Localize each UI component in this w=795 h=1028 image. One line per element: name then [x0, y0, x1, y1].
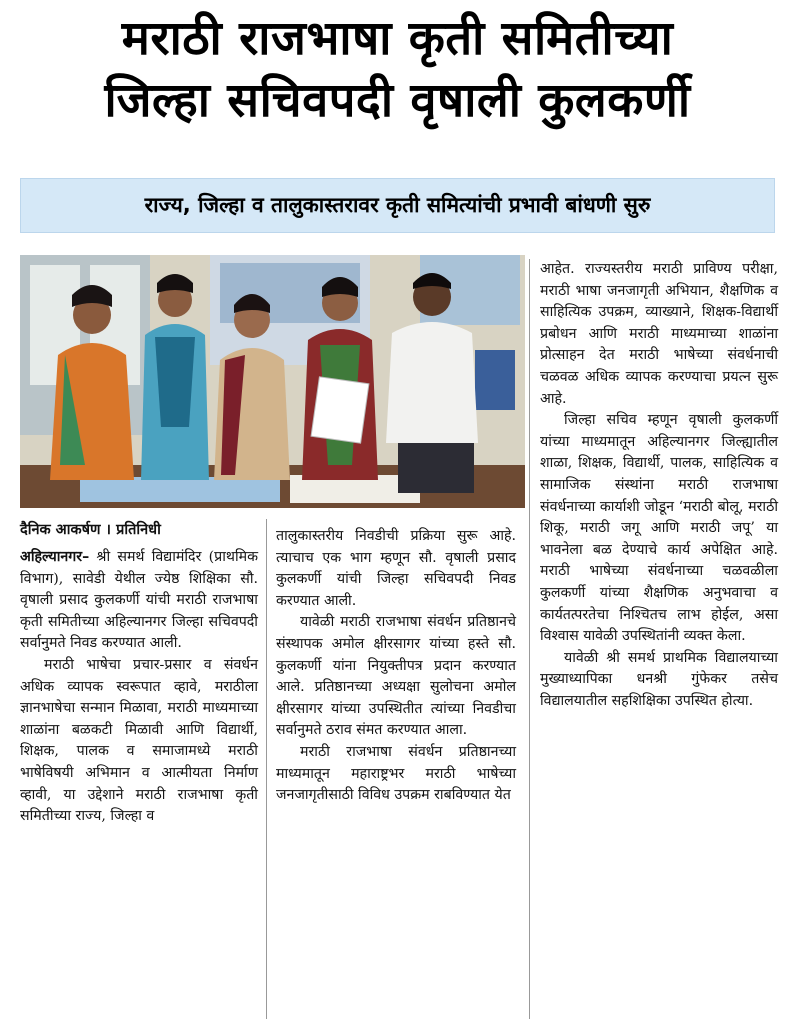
article-paragraph: तालुकास्तरीय निवडीची प्रक्रिया सुरू आहे. त्याचाच एक भाग म्हणून सौ. वृषाली प्रसाद कुलकर्णी यांची जिल्हा सचिवपदी निवड करण्यात आली.	[276, 528, 516, 609]
paragraph-text: श्री समर्थ विद्यामंदिर (प्राथमिक विभाग), सावेडी येथील ज्येष्ठ शिक्षिका सौ. वृषाली प्रसाद कुलकर्णी यांची मराठी राजभाषा कृती समितीच्या अहिल्यानगर जिल्हा सचिवपदी सर्वानुमते निवड करण्यात आली.	[20, 549, 258, 652]
article-column-3	[540, 259, 778, 712]
article-column-2	[276, 526, 516, 807]
headline-line-1: मराठी राजभाषा कृती समितीच्या	[121, 11, 674, 66]
article-paragraph: जिल्हा सचिव म्हणून वृषाली कुलकर्णी यांच्या माध्यमातून अहिल्यानगर जिल्ह्यातील शाळा, शिक्षक, विद्यार्थी, पालक, साहित्यिक व सामाजिक संस्थांना मराठी राजभाषा संवर्धनाच्या कार्याशी जोडून ‘मराठी बोलू, मराठी शिकू, मराठी जगू आणि मराठी जपू’ या भावनेला बळ देण्याचे कार्य अपेक्षित आहे. मराठी भाषेच्या संवर्धनाच्या चळवळीला कुलकर्णी यांच्या शैक्षणिक अनुभवाचा व कार्यतत्परतेचा निश्चितच लाभ होईल, असा विश्वास यावेळी उपस्थितांनी व्यक्त केला.	[540, 412, 778, 645]
photo-illustration	[20, 255, 525, 508]
article-paragraph: यावेळी मराठी राजभाषा संवर्धन प्रतिष्ठानचे संस्थापक अमोल क्षीरसागर यांच्या हस्ते सौ. कुलकर्णी यांना नियुक्तीपत्र प्रदान करण्यात आले. प्रतिष्ठानच्या अध्यक्षा सुलोचना अमोल क्षीरसागर यांच्या उपस्थितीत त्यांच्या निवडीचा सर्वानुमते ठराव संमत करण्यात आला.	[276, 614, 516, 739]
article-paragraph	[20, 547, 258, 655]
headline-line-2: जिल्हा सचिवपदी वृषाली कुलकर्णी	[104, 73, 691, 128]
news-photo	[20, 255, 525, 508]
column-divider-2	[529, 259, 530, 1019]
article-paragraph: मराठी भाषेचा प्रचार-प्रसार व संवर्धन अधिक व्यापक स्वरूपात व्हावे, मराठीला ज्ञानभाषेचा सन्मान मिळावा, मराठी माध्यमाच्या शाळांना बळकटी मिळावी आणि विद्यार्थी, शिक्षक, पालक व समाजामध्ये मराठी भाषेविषयी अभिमान व आत्मीयता निर्माण व्हावी, या उद्देशाने मराठी राजभाषा कृती समितीच्या राज्य, जिल्हा व	[20, 656, 258, 825]
article-column-1	[20, 519, 258, 828]
headline	[0, 8, 795, 132]
article-paragraph: मराठी राजभाषा संवर्धन प्रतिष्ठानच्या माध्यमातून महाराष्ट्रभर मराठी भाषेच्या जनजागृतीसाठी विविध उपक्रम राबविण्यात येत	[276, 743, 516, 804]
article-paragraph: यावेळी श्री समर्थ प्राथमिक विद्यालयाच्या मुख्याध्यापिका धनश्री गुंफेकर तसेच विद्यालयातील सहशिक्षिका उपस्थित होत्या.	[540, 649, 778, 709]
subheadline: राज्य, जिल्हा व तालुकास्तरावर कृती समित्यांची प्रभावी बांधणी सुरु	[20, 178, 775, 233]
column-divider-1	[266, 519, 267, 1019]
article-paragraph: आहेत. राज्यस्तरीय मराठी प्राविण्य परीक्षा, मराठी भाषा जनजागृती अभियान, शैक्षणिक व साहित्यिक उपक्रम, व्याख्याने, शिक्षक-विद्यार्थी प्रबोधन आणि मराठी माध्यमाच्या शाळांना प्रोत्साहन देत मराठी भाषेच्या संवर्धनाची चळवळ अधिक व्यापक करण्याचा प्रयत्न सुरू आहे.	[540, 261, 778, 407]
dateline: अहिल्यानगर–	[20, 549, 90, 565]
byline: दैनिक आकर्षण । प्रतिनिधी	[20, 522, 161, 538]
